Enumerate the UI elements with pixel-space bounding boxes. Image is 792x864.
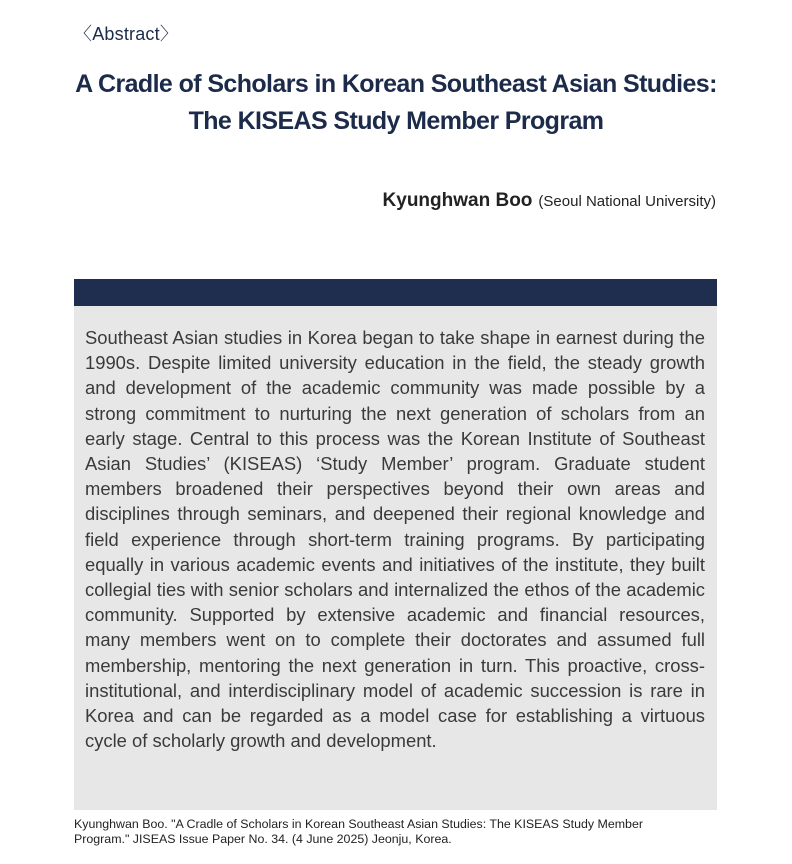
citation xyxy=(74,817,734,847)
citation-line-1: Kyunghwan Boo. "A Cradle of Scholars in Korean Southeast Asian Studies: The KISEAS Study Member xyxy=(74,817,643,831)
title-line-1: A Cradle of Scholars in Korean Southeast Asian Studies: xyxy=(75,70,717,98)
author-name: Kyunghwan Boo xyxy=(382,190,533,211)
citation-line-2: Program." JISEAS Issue Paper No. 34. (4 June 2025) Jeonju, Korea. xyxy=(74,832,452,846)
title-line-2: The KISEAS Study Member Program xyxy=(188,107,604,135)
abstract-text: Southeast Asian studies in Korea began to take shape in earnest during the 1990s. Despite limited university education in the field, the steady growth and development of the academic community was made possible by a strong commitment to nurturing the next generation of scholars from an early stage. Central to this process was the Korean Institute of Southeast Asian Studies’ (KISEAS) ‘Study Member’ program. Graduate student members broadened their perspectives beyond their own areas and disciplines through seminars, and deepened their regional knowledge and field experience through short-term training programs. By participating equally in various academic events and initiatives of the institute, they built collegial ties with senior scholars and internalized the ethos of the academic community. Supported by extensive academic and financial resources, many members went on to complete their doctorates and assumed full membership, mentoring the next generation in turn. This proactive, cross-institutional, and interdisciplinary model of academic succession is rare in Korea and can be regarded as a model case for establishing a virtuous cycle of scholarly growth and development. xyxy=(85,327,705,752)
abstract-header-bar xyxy=(74,279,717,306)
section-label: 〈Abstract〉 xyxy=(74,24,179,44)
author-affiliation: (Seoul National University) xyxy=(538,193,716,210)
author-line xyxy=(383,190,716,212)
